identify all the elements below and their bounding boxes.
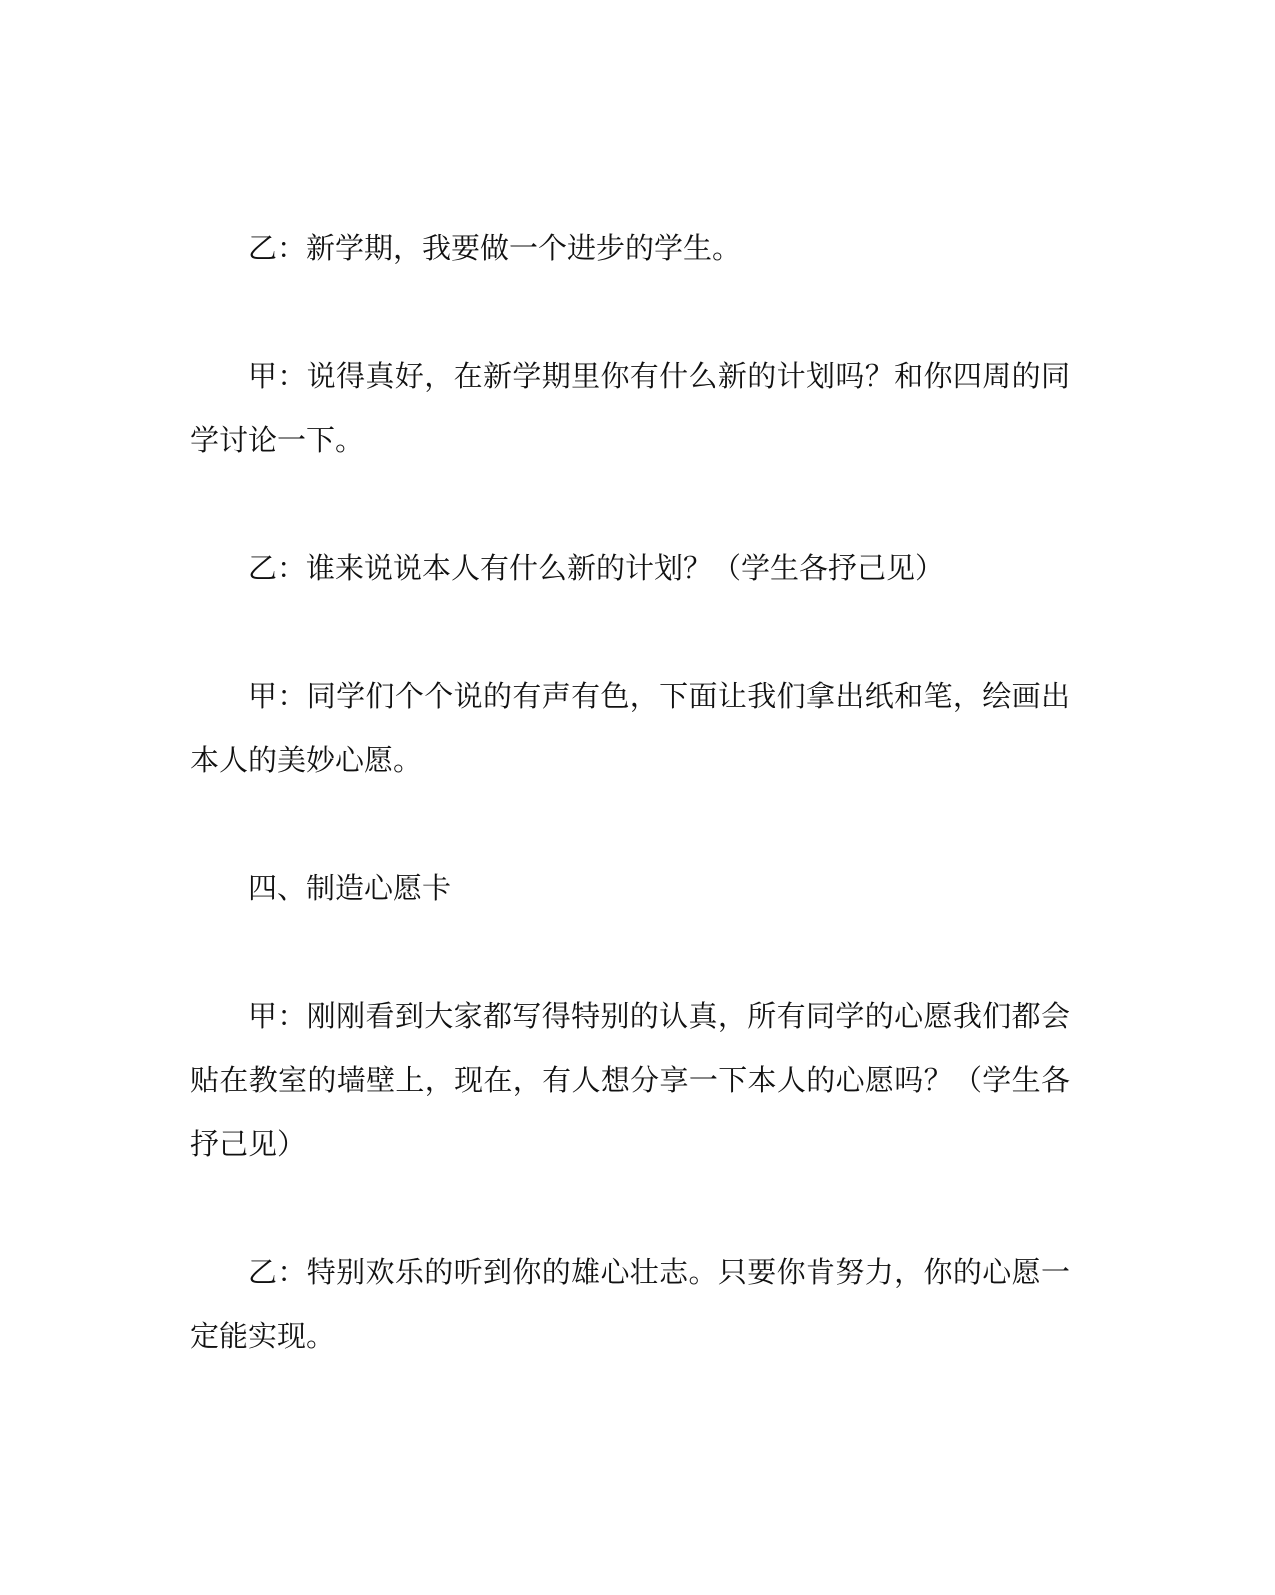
- section-heading: 四、制造心愿卡: [248, 871, 452, 905]
- paragraph-1: 乙：新学期，我要做一个进步的学生。: [248, 231, 742, 265]
- paragraph-7: 乙：特别欢乐的听到你的雄心壮志。只要你肯努力，你的心愿一定能实现。: [190, 1255, 1070, 1353]
- paragraph-6: 甲：刚刚看到大家都写得特别的认真，所有同学的心愿我们都会贴在教室的墙壁上，现在，有人想分享一下本人的心愿吗？（学生各抒己见）: [190, 999, 1070, 1161]
- paragraph-2: 甲：说得真好，在新学期里你有什么新的计划吗？和你四周的同学讨论一下。: [190, 359, 1070, 457]
- paragraph-3: 乙：谁来说说本人有什么新的计划？（学生各抒己见）: [248, 551, 945, 585]
- paragraph-4: 甲：同学们个个说的有声有色，下面让我们拿出纸和笔，绘画出本人的美妙心愿。: [190, 679, 1070, 777]
